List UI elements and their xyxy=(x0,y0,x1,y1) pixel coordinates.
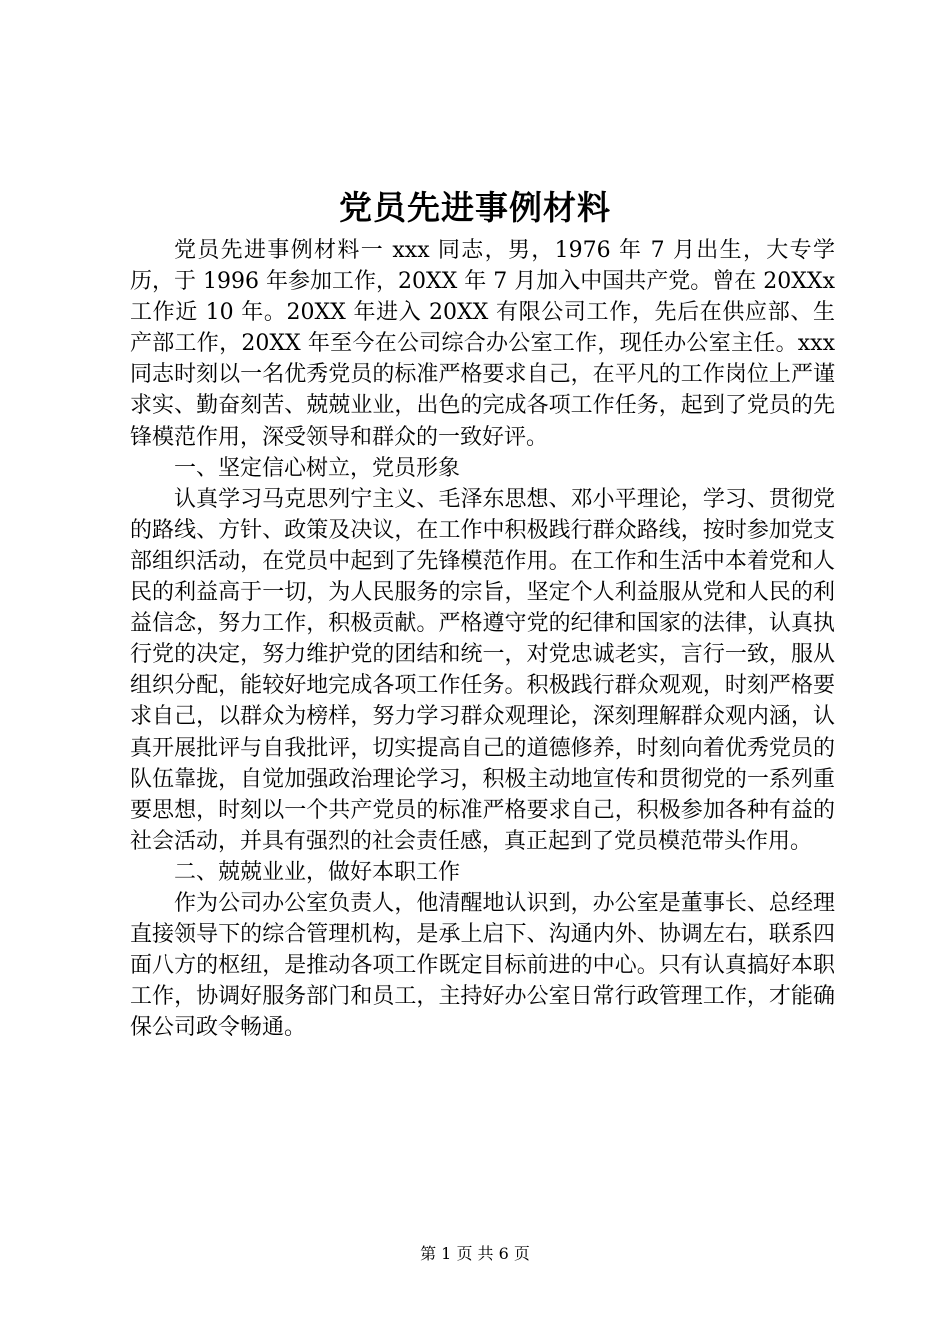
page-footer: 第 1 页 共 6 页 xyxy=(420,1244,530,1263)
document-body xyxy=(130,235,835,1043)
section-heading-1: 一、坚定信心树立，党员形象 xyxy=(174,455,461,481)
paragraph-intro: 党员先进事例材料一 xxx 同志，男，1976 年 7 月出生，大专学历，于 1996 年参加工作，20XX 年 7 月加入中国共产党。曾在 20XXx 工作近 10 年。20XX 年进入 20XX 有限公司工作，先后在供应部、生产部工作，20XX 年至今在公司综合办公室工作，现任办公室主任。xxx 同志时刻以一名优秀党员的标准严格要求自己，在平凡的工作岗位上严谨求实、勤奋刻苦、兢兢业业，出色的完成各项工作任务，起到了党员的先锋模范作用，深受领导和群众的一致好评。 xyxy=(130,238,835,450)
paragraph-section-1: 认真学习马克思列宁主义、毛泽东思想、邓小平理论，学习、贯彻党的路线、方针、政策及决议，在工作中积极践行群众路线，按时参加党支部组织活动，在党员中起到了先锋模范作用。在工作和生活中本着党和人民的利益高于一切，为人民服务的宗旨，坚定个人利益服从党和人民的利益信念，努力工作，积极贡献。严格遵守党的纪律和国家的法律，认真执行党的决定，努力维护党的团结和统一，对党忠诚老实，言行一致，服从组织分配，能较好地完成各项工作任务。积极践行群众观观，时刻严格要求自己，以群众为榜样，努力学习群众观理论，深刻理解群众观内涵，认真开展批评与自我批评，切实提高自己的道德修养，时刻向着优秀党员的队伍靠拢，自觉加强政治理论学习，积极主动地宣传和贯彻党的一系列重要思想，时刻以一个共产党员的标准严格要求自己，积极参加各种有益的社会活动，并具有强烈的社会责任感，真正起到了党员模范带头作用。 xyxy=(130,486,835,854)
paragraph-section-2: 作为公司办公室负责人，他清醒地认识到，办公室是董事长、总经理直接领导下的综合管理机构，是承上启下、沟通内外、协调左右，联系四面八方的枢纽，是推动各项工作既定目标前进的中心。只有认真搞好本职工作，协调好服务部门和员工，主持好办公室日常行政管理工作，才能确保公司政令畅通。 xyxy=(130,890,835,1041)
section-heading-2: 二、兢兢业业，做好本职工作 xyxy=(174,859,461,885)
document-title: 党员先进事例材料 xyxy=(339,188,611,227)
